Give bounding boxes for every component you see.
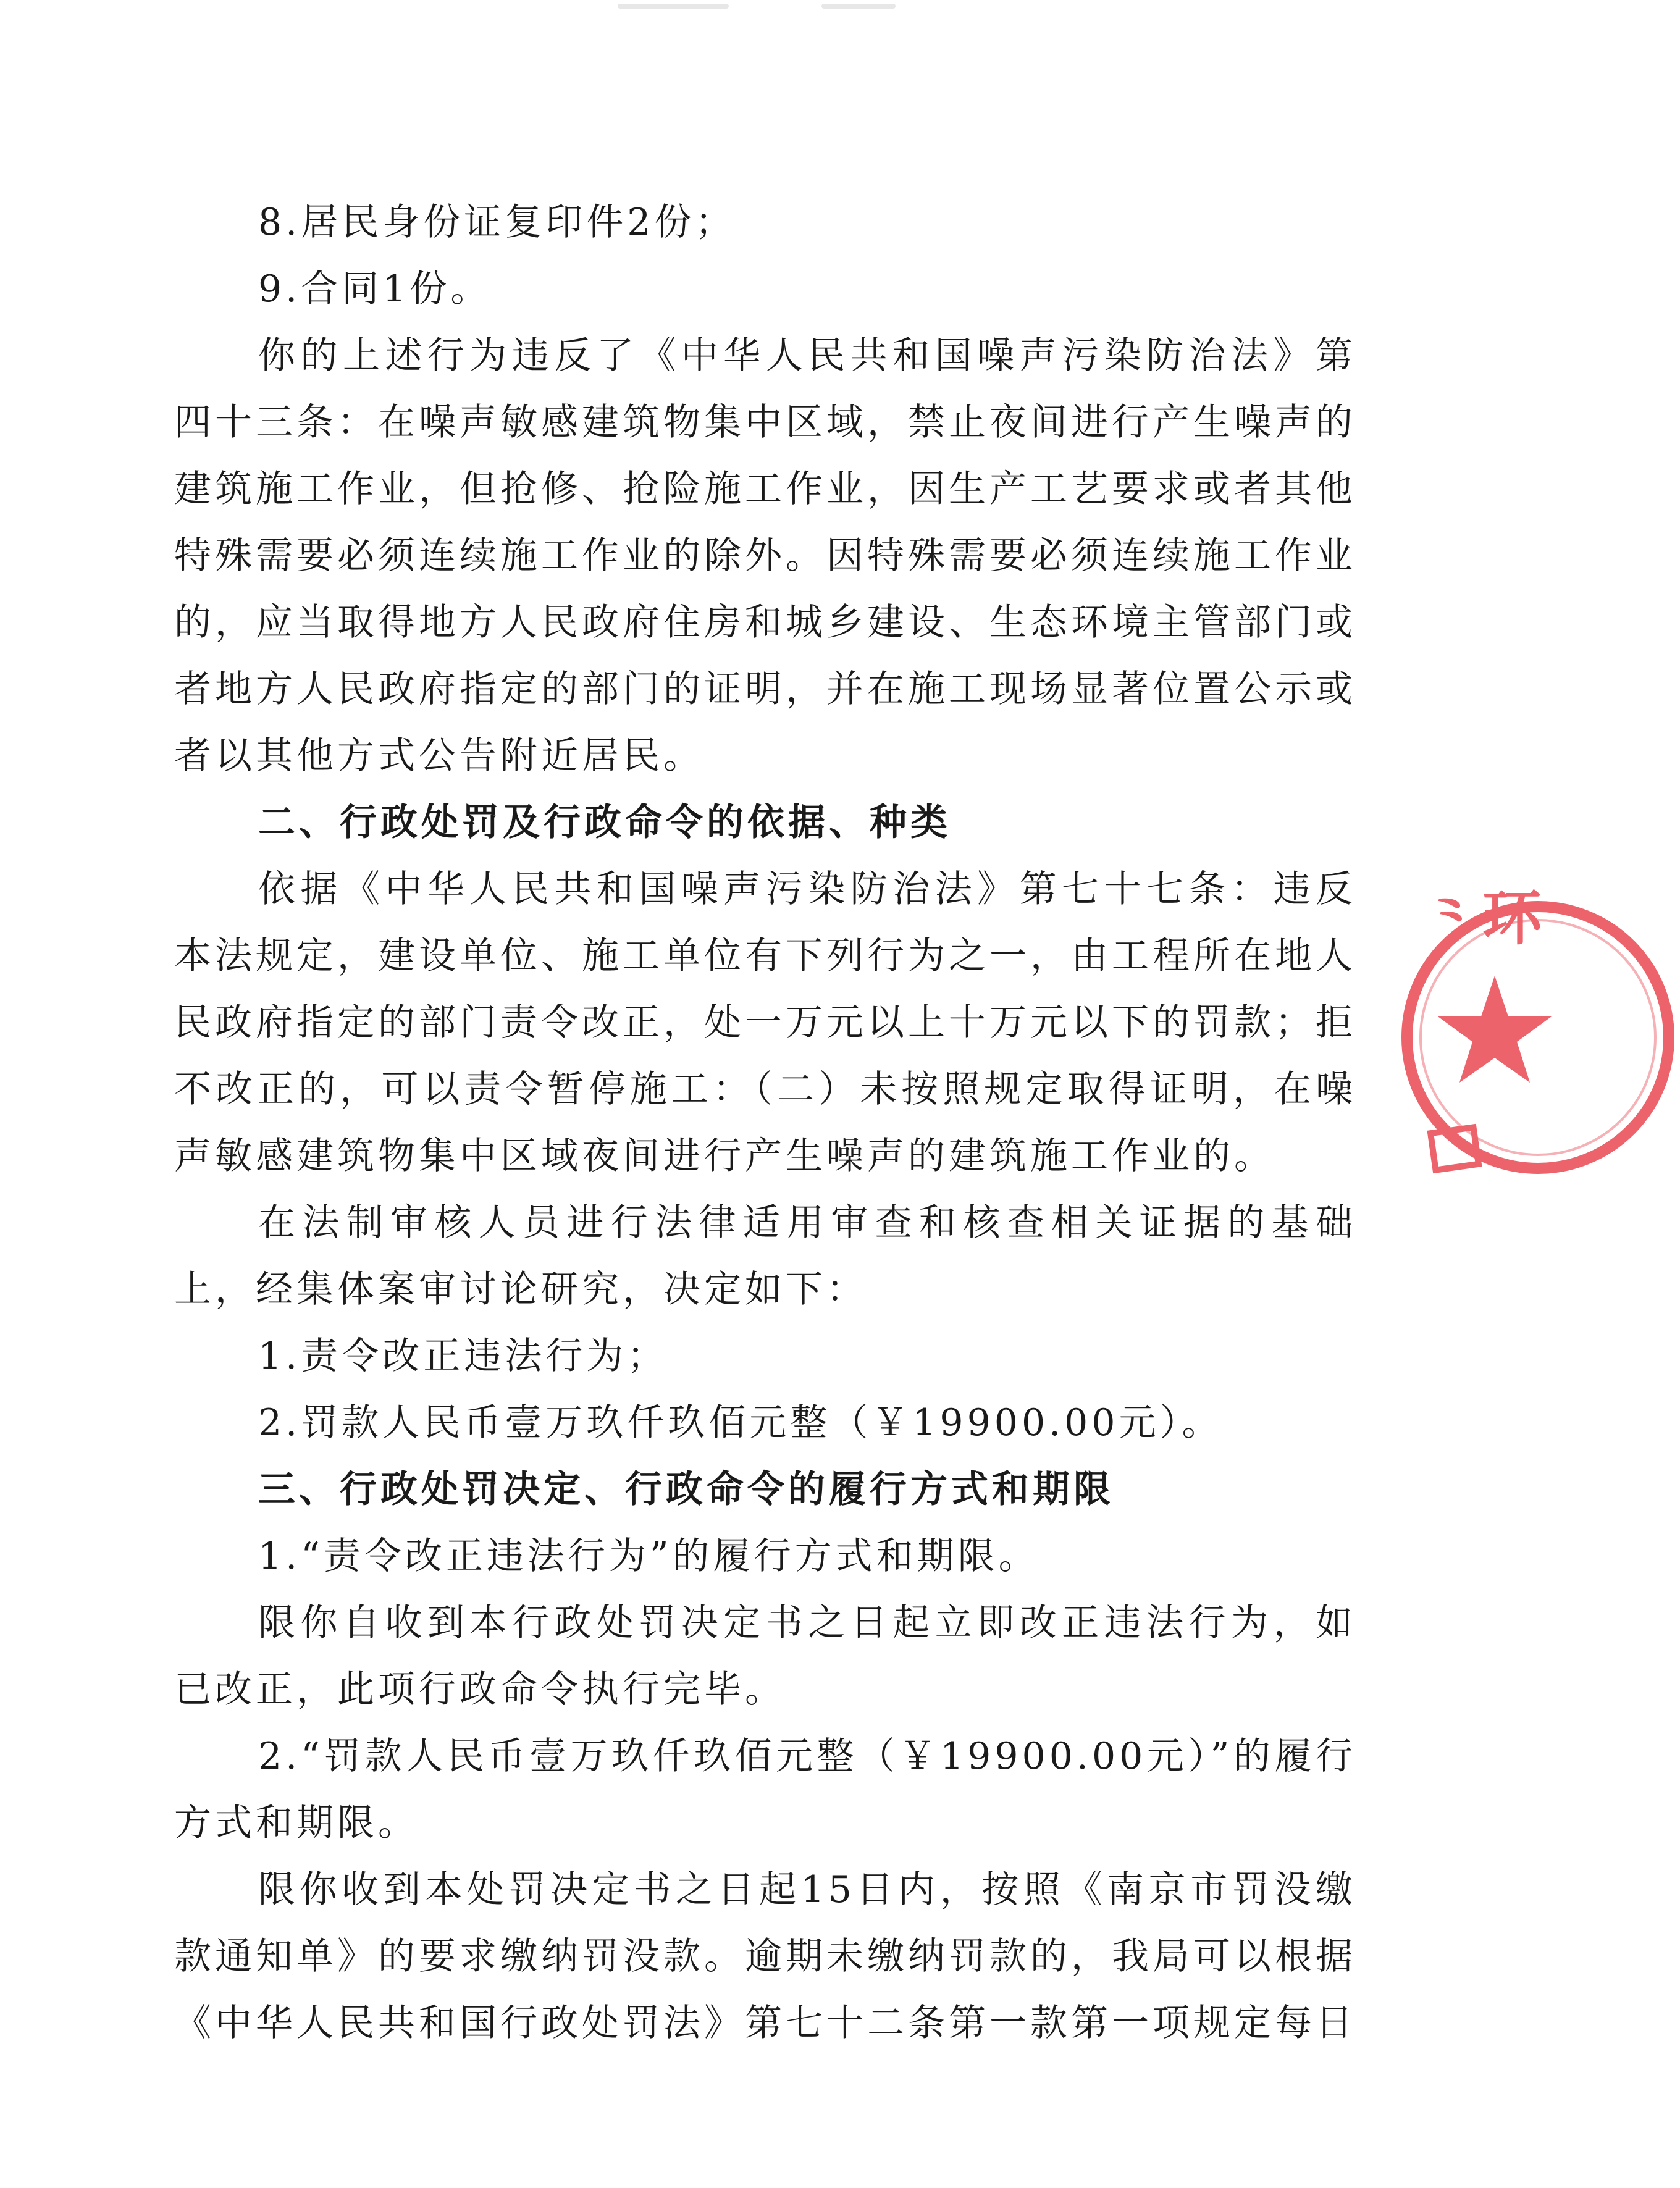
svg-text:⺀: ⺀ [1420, 882, 1489, 958]
paragraph: 你的上述行为违反了《中华人民共和国噪声污染防治法》第四十三条：在噪声敏感建筑物集中区域，禁止夜间进行产生噪声的建筑施工作业，但抢修、抢险施工作业，因生产工艺要求或者其他特殊需要必须连续施工作业的除外。因特殊需要必须连续施工作业的，应当取得地方人民政府住房和城乡建设、生态环境主管部门或者地方人民政府指定的部门的证明，并在施工现场显著位置公示或者以其他方式公告附近居民。 [174, 334, 1356, 778]
paragraph: 9.合同1份。 [258, 267, 492, 311]
document-body [174, 189, 1356, 2056]
section-heading: 二、行政处罚及行政命令的依据、种类 [258, 801, 951, 844]
scan-artifact [821, 4, 896, 9]
paragraph: 限你收到本处罚决定书之日起15日内，按照《南京市罚没缴款通知单》的要求缴纳罚没款。逾期未缴纳罚款的，我局可以根据《中华人民共和国行政处罚法》第七十二条第一款第一项规定每日 [174, 1868, 1356, 2045]
paragraph: 1.“责令改正违法行为”的履行方式和期限。 [258, 1535, 1040, 1578]
paragraph: 2.罚款人民币壹万玖仟玖佰元整（￥19900.00元）。 [258, 1401, 1223, 1444]
paragraph: 限你自收到本行政处罚决定书之日起立即改正违法行为，如已改正，此项行政命令执行完毕。 [174, 1601, 1356, 1711]
official-seal-stamp [1396, 865, 1680, 1210]
paragraph: 2.“罚款人民币壹万玖仟玖佰元整（￥19900.00元）”的履行方式和期限。 [174, 1735, 1356, 1845]
paragraph: 在法制审核人员进行法律适用审查和核查相关证据的基础上，经集体案审讨论研究，决定如下： [174, 1201, 1356, 1311]
section-heading: 三、行政处罚决定、行政命令的履行方式和期限 [258, 1468, 1114, 1511]
paragraph: 1.责令改正违法行为； [258, 1335, 668, 1378]
paragraph: 依据《中华人民共和国噪声污染防治法》第七十七条：违反本法规定，建设单位、施工单位有下列行为之一，由工程所在地人民政府指定的部门责令改正，处一万元以上十万元以下的罚款；拒不改正的，可以责令暂停施工：（二）未按照规定取得证明，在噪声敏感建筑物集中区域夜间进行产生噪声的建筑施工作业的。 [174, 868, 1356, 1178]
seal-star-icon [1438, 976, 1552, 1083]
seal-text: 环 [1482, 883, 1542, 953]
paragraph: 8.居民身份证复印件2份； [258, 201, 736, 244]
scan-artifact [618, 4, 729, 9]
